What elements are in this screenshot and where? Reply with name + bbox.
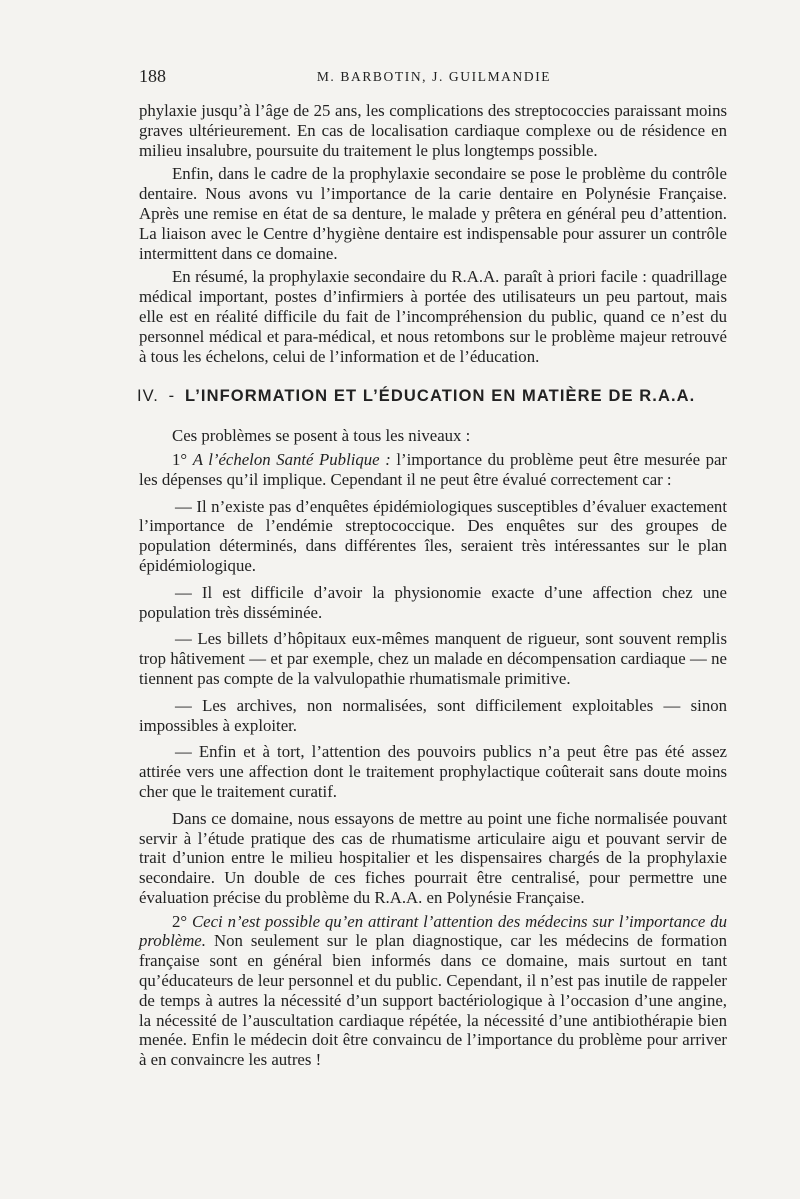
section-dash: - xyxy=(168,387,176,406)
item-heading: Ceci n’est possible qu’en attirant l’attention des médecins sur l’importance du problème. xyxy=(139,911,728,951)
item-text: Non seulement sur le plan diagnostique, car les médecins de formation française sont en général bien informés dans ce domaine, mais surtout en tant qu’éducateurs de leur personnel et du public. Cependant, il n’est pas inutile de rappeler de temps à autres la nécessité d’un support bactériologique à l’occasion d’une angine, la nécessité de l’auscultation cardiaque répétée, la nécessité d’une antibiothérapie bien menée. Enfin le médecin doit être convaincu de l’importance du problème pour arriver à en convaincre les autres ! xyxy=(139,931,727,1070)
dash-item: — Les billets d’hôpitaux eux-mêmes manquent de rigueur, sont souvent remplis trop hâtivement — et par exemple, chez un malade en décompensation cardiaque — ne tiennent pas compte de la valvulopathie rhumatismale primitive. xyxy=(139,629,727,688)
running-head: M. BARBOTIN, J. GUILMANDIE xyxy=(316,69,552,84)
dash-item: — Enfin et à tort, l’attention des pouvoirs publics n’a peut être pas été assez attirée vers une affection dont le traitement prophylactique coûterait sans doute moins cher que le traitement curatif. xyxy=(139,742,727,801)
section-intro: Ces problèmes se posent à tous les niveaux : xyxy=(172,426,471,446)
article-body xyxy=(139,101,727,1070)
item-heading: A l’échelon Santé Publique : xyxy=(192,449,391,469)
dash-item: — Il est difficile d’avoir la physionomie exacte d’une affection chez une population très disséminée. xyxy=(139,582,727,622)
item-marker: 2° xyxy=(172,911,188,931)
section-heading xyxy=(137,387,727,407)
dash-item: — Les archives, non normalisées, sont difficilement exploitables — sinon impossibles à exploiter. xyxy=(139,695,727,735)
item-marker: 1° xyxy=(172,449,188,469)
paragraph-continuation: phylaxie jusqu’à l’âge de 25 ans, les complications des streptococcies paraissant moins graves ultérieurement. En cas de localisation cardiaque complexe ou de résidence en milieu insalubre, poursuite du traitement le plus longtemps possible. xyxy=(139,101,727,160)
paragraph-dental-control: Enfin, dans le cadre de la prophylaxie secondaire se pose le problème du contrôle dentaire. Nous avons vu l’importance de la carie dentaire en Polynésie Française. Après une remise en état de sa denture, le malade y prêtera en général peu d’attention. La liaison avec le Centre d’hygiène dentaire est indispensable pour assurer un contrôle intermittent dans ce domaine. xyxy=(139,164,727,263)
page-header xyxy=(139,66,729,90)
dash-item: — Il n’existe pas d’enquêtes épidémiologiques susceptibles d’évaluer exactement l’importance de l’endémie streptococcique. Des enquêtes sur des groupes de population déterminés, dans différentes îles, seraient très intéressantes sur le plan épidémiologique. xyxy=(139,496,727,575)
section-title: L’INFORMATION ET L’ÉDUCATION EN MATIÈRE DE R.A.A. xyxy=(184,387,696,406)
page-number: 188 xyxy=(139,66,166,86)
paragraph-summary: En résumé, la prophylaxie secondaire du R.A.A. paraît à priori facile : quadrillage médical important, postes d’infirmiers à portée des utilisateurs un peu partout, mais elle est en réalité difficile du fait de l’incompréhension du public, quand ce n’est du personnel médical et para-médical, et nous retombons sur le problème majeur retrouvé à tous les échelons, celui de l’information et de l’éducation. xyxy=(139,267,727,366)
item-public-health xyxy=(139,450,727,490)
item-text: l’importance du problème peut être mesurée par les dépenses qu’il implique. Cependant il ne peut être évalué correctement car : xyxy=(139,449,728,489)
paragraph-standard-form: Dans ce domaine, nous essayons de mettre au point une fiche normalisée pouvant servir à l’étude pratique des cas de rhumatisme articulaire aigu et pouvant servir de trait d’union entre le milieu hospitalier et les dispensaires chargés de la prophylaxie secondaire. Un double de ces fiches pourrait être centralisé, pour permettre une évaluation précise du problème du R.A.A. en Polynésie Française. xyxy=(139,808,727,907)
section-number: IV. xyxy=(137,387,159,406)
item-physicians xyxy=(139,912,727,1070)
